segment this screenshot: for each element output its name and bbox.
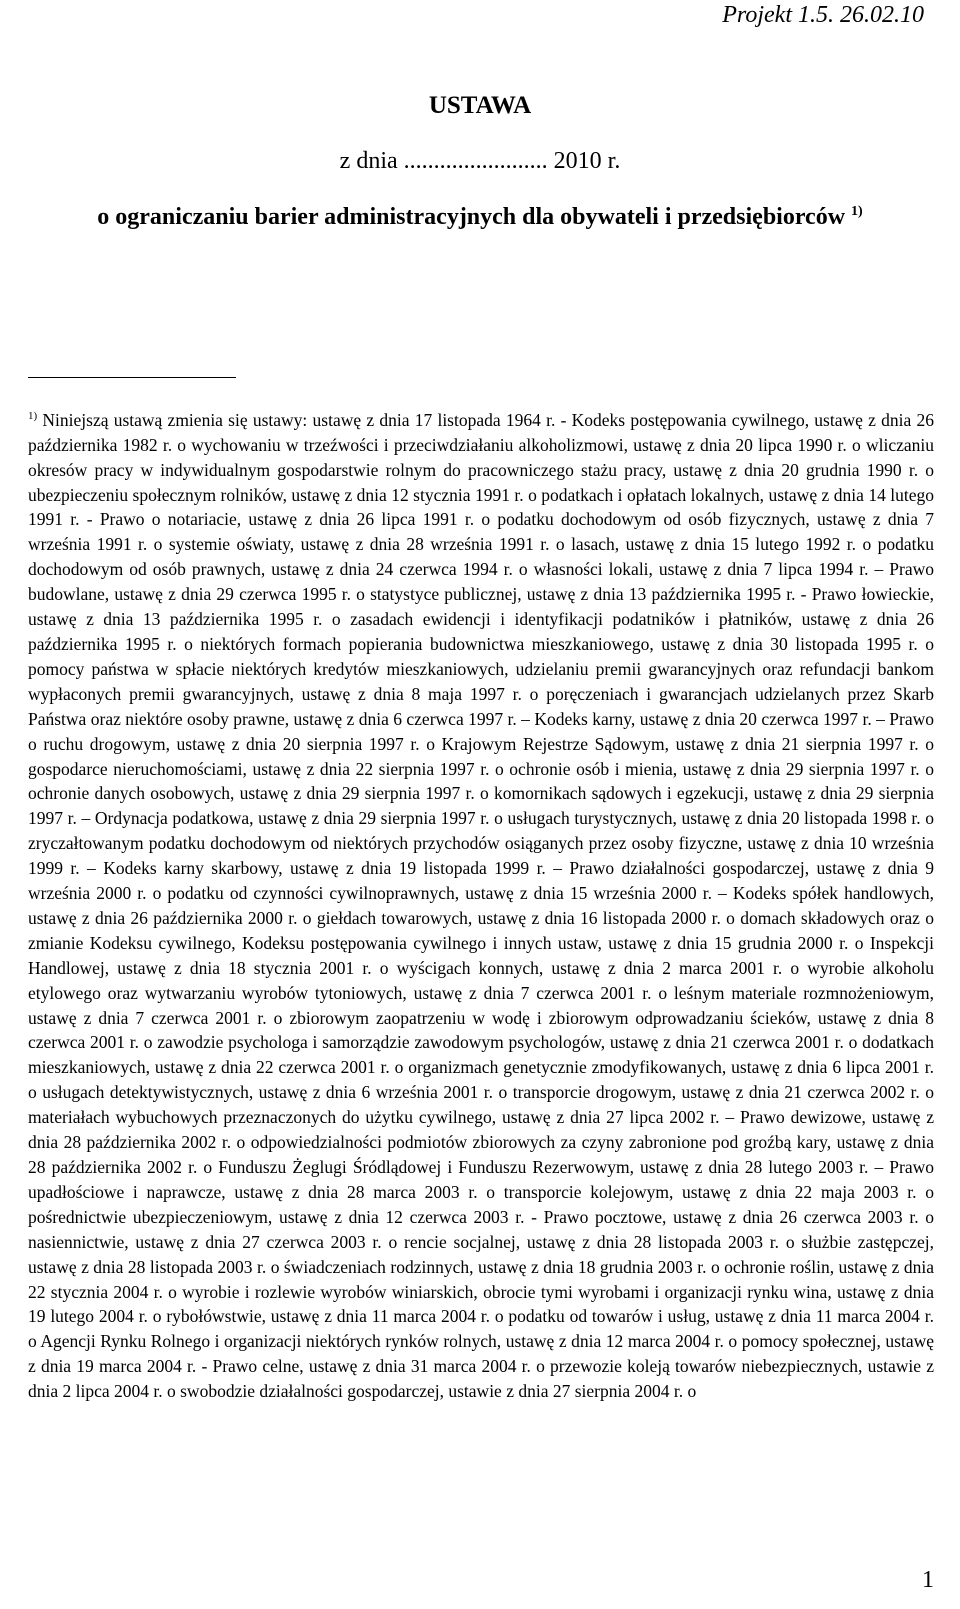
page-number: 1: [922, 1567, 934, 1593]
document-title: USTAWA: [428, 92, 532, 119]
footnote-text: Niniejszą ustawą zmienia się ustawy: ustawę z dnia 17 listopada 1964 r. - Kodeks postępowania cywilnego, ustawę z dnia 26 października 1982 r. o wychowaniu w trzeźwości i przeciwdziałaniu alkoholizmowi, ustawę z dnia 20 lipca 1990 r. o wliczaniu okresów pracy w indywidualnym gospodarstwie rolnym do pracowniczego stażu pracy, ustawę z dnia 20 grudnia 1990 r. o ubezpieczeniu społecznym rolników, ustawę z dnia 12 stycznia 1991 r. o podatkach i opłatach lokalnych, ustawę z dnia 14 lutego 1991 r. - Prawo o notariacie, ustawę z dnia 26 lipca 1991 r. o podatku dochodowym od osób fizycznych, ustawę z dnia 7 września 1991 r. o systemie oświaty, ustawę z dnia 28 września 1991 r. o lasach, ustawę z dnia 15 lutego 1992 r. o podatku dochodowym od osób prawnych, ustawę z dnia 24 czerwca 1994 r. o własności lokali, ustawę z dnia 7 lipca 1994 r. – Prawo budowlane, ustawę z dnia 29 czerwca 1995 r. o statystyce publicznej, ustawę z dnia 13 października 1995 r. - Prawo łowieckie, ustawę z dnia 13 października 1995 r. o zasadach ewidencji i identyfikacji podatników i płatników, ustawę z dnia 26 października 1995 r. o niektórych formach popierania budownictwa mieszkaniowego, ustawę z dnia 30 listopada 1995 r. o pomocy państwa w spłacie niektórych kredytów mieszkaniowych, udzielaniu premii gwarancyjnych oraz refundacji bankom wypłaconych premii gwarancyjnych, ustawę z dnia 8 maja 1997 r. o poręczeniach i gwarancjach udzielanych przez Skarb Państwa oraz niektóre osoby prawne, ustawę z dnia 6 czerwca 1997 r. – Kodeks karny, ustawę z dnia 20 czerwca 1997 r. – Prawo o ruchu drogowym, ustawę z dnia 20 sierpnia 1997 r. o Krajowym Rejestrze Sądowym, ustawę z dnia 21 sierpnia 1997 r. o gospodarce nieruchomościami, ustawę z dnia 22 sierpnia 1997 r. o ochronie osób i mienia, ustawę z dnia 29 sierpnia 1997 r. o ochronie danych osobowych, ustawę z dnia 29 sierpnia 1997 r. o komornikach sądowych i egzekucji, ustawę z dnia 29 sierpnia 1997 r. – Ordynacja podatkowa, ustawę z dnia 29 sierpnia 1997 r. o usługach turystycznych, ustawę z dnia 20 listopada 1998 r. o zryczałtowanym podatku dochodowym od niektórych przychodów osiąganych przez osoby fizyczne, ustawę z dnia 10 września 1999 r. – Kodeks karny skarbowy, ustawę z dnia 19 listopada 1999 r. – Prawo działalności gospodarczej, ustawę z dnia 9 września 2000 r. o podatku od czynności cywilnoprawnych, ustawę z dnia 15 września 2000 r. – Kodeks spółek handlowych, ustawę z dnia 26 października 2000 r. o giełdach towarowych, ustawę z dnia 16 listopada 2000 r. o domach składowych oraz o zmianie Kodeksu cywilnego, Kodeksu postępowania cywilnego i innych ustaw, ustawę z dnia 15 grudnia 2000 r. o Inspekcji Handlowej, ustawę z dnia 18 stycznia 2001 r. o wyścigach konnych, ustawę z dnia 2 marca 2001 r. o wyrobie alkoholu etylowego oraz wytwarzaniu wyrobów tytoniowych, ustawę z dnia 7 czerwca 2001 r. o leśnym materiale rozmnożeniowym, ustawę z dnia 7 czerwca 2001 r. o zbiorowym zaopatrzeniu w wodę i zbiorowym odprowadzaniu ścieków, ustawę z dnia 8 czerwca 2001 r. o zawodzie psychologa i samorządzie zawodowym psychologów, ustawę z dnia 21 czerwca 2001 r. o dodatkach mieszkaniowych, ustawę z dnia 22 czerwca 2001 r. o organizmach genetycznie zmodyfikowanych, ustawę z dnia 6 lipca 2001 r. o usługach detektywistycznych, ustawę z dnia 6 września 2001 r. o transporcie drogowym, ustawę z dnia 21 czerwca 2002 r. o materiałach wybuchowych przeznaczonych do użytku cywilnego, ustawę z dnia 27 lipca 2002 r. – Prawo dewizowe, ustawę z dnia 28 października 2002 r. o odpowiedzialności podmiotów zbiorowych za czyny zabronione pod groźbą kary, ustawę z dnia 28 października 2002 r. o Funduszu Żeglugi Śródlądowej i Funduszu Rezerwowym, ustawę z dnia 28 lutego 2003 r. – Prawo upadłościowe i naprawcze, ustawę z dnia 28 marca 2003 r. o transporcie kolejowym, ustawę z dnia 22 maja 2003 r. o pośrednictwie ubezpieczeniowym, ustawę z dnia 12 czerwca 2003 r. - Prawo pocztowe, ustawę z dnia 26 czerwca 2003 r. o nasiennictwie, ustawę z dnia 27 czerwca 2003 r. o rencie socjalnej, ustawę z dnia 28 listopada 2003 r. o służbie zastępczej, ustawę z dnia 28 listopada 2003 r. o świadczeniach rodzinnych, ustawę z dnia 18 grudnia 2003 r. o ochronie roślin, ustawę z dnia 22 stycznia 2004 r. o wyrobie i rozlewie wyrobów winiarskich, obrocie tymi wyrobami i organizacji rynku wina, ustawę z dnia 19 lutego 2004 r. o rybołówstwie, ustawę z dnia 11 marca 2004 r. o podatku od towarów i usług, ustawę z dnia 11 marca 2004 r. o Agencji Rynku Rolnego i organizacji niektórych rynków rolnych, ustawę z dnia 12 marca 2004 r. o pomocy społecznej, ustawę z dnia 19 marca 2004 r. - Prawo celne, ustawę z dnia 31 marca 2004 r. o przewozie koleją towarów niebezpiecznych, ustawie z dnia 2 lipca 2004 r. o swobodzie działalności gospodarczej, ustawie z dnia 27 sierpnia 2004 r. o: [28, 409, 934, 1402]
document-date-line: z dnia ........................ 2010 r.: [339, 148, 621, 174]
footnote: [28, 404, 934, 1404]
subject-text: o ograniczaniu barier administracyjnych dla obywateli i przedsiębiorców: [97, 204, 846, 230]
document-subject: [0, 204, 960, 231]
footnote-marker: 1): [28, 410, 38, 422]
project-version-label: Projekt 1.5. 26.02.10: [722, 2, 924, 28]
footnote-separator: [28, 377, 236, 378]
subject-footnote-ref: 1): [851, 204, 863, 219]
